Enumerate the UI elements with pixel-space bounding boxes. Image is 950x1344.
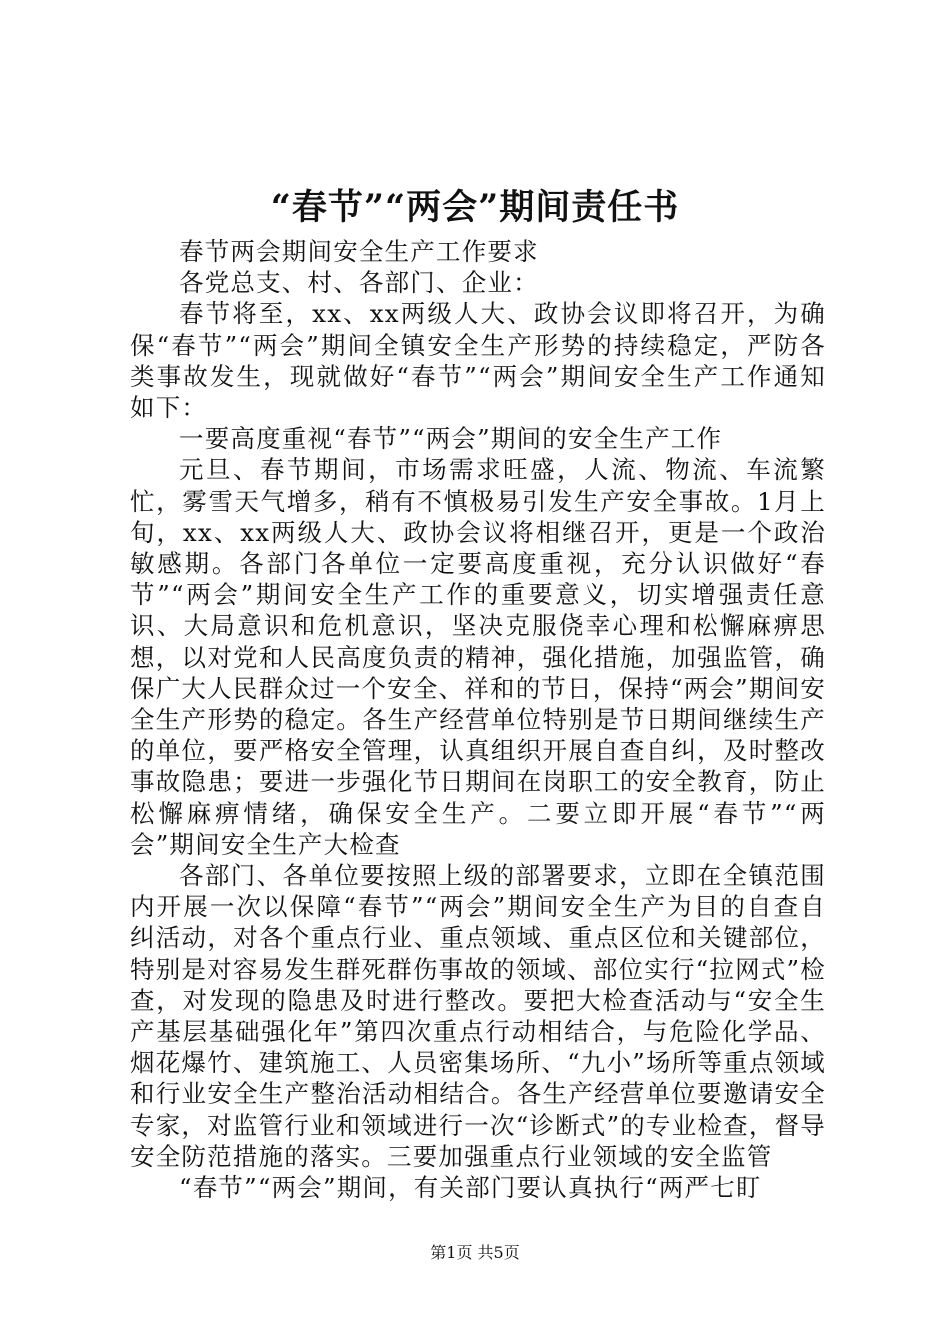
document-title: “春节”“两会”期间责任书 xyxy=(270,187,680,228)
paragraph-section-3: “春节”“两会”期间，有关部门要认真执行“两严七盯 xyxy=(179,1173,762,1203)
paragraph-subject: 春节两会期间安全生产工作要求 xyxy=(179,237,539,266)
paragraph-section-1: 元旦、春节期间，市场需求旺盛，人流、物流、车流繁忙，雾雪天气增多，稍有不慎极易引发生产安全事故。1月上旬，xx、xx两级人大、政协会议将相继召开，更是一个政治敏感期。各部门各单位一定要高度重视，充分认识做好“春节”“两会”期间安全生产工作的重要意义，切实增强责任意识、大局意识和危机意识，坚决克服侥幸心理和松懈麻痹思想，以对党和人民高度负责的精神，强化措施，加强监管，确保广大人民群众过一个安全、祥和的节日，保持“两会”期间安全生产形势的稳定。各生产经营单位特别是节日期间继续生产的单位，要严格安全管理，认真组织开展自查自纠，及时整改事故隐患；要进一步强化节日期间在岗职工的安全教育，防止松懈麻痹情绪，确保安全生产。二要立即开展“春节”“两会”期间安全生产大检查 xyxy=(130,455,826,859)
paragraph-heading-1: 一要高度重视“春节”“两会”期间的安全生产工作 xyxy=(179,424,723,454)
paragraph-salutation: 各党总支、村、各部门、企业： xyxy=(179,268,539,298)
document-body xyxy=(130,236,826,1203)
paragraph-section-2: 各部门、各单位要按照上级的部署要求，立即在全镇范围内开展一次以保障“春节”“两会”期间安全生产为目的自查自纠活动，对各个重点行业、重点领域、重点区位和关键部位，特别是对容易发生群死群伤事故的领域、部位实行“拉网式”检查，对发现的隐患及时进行整改。要把大检查活动与“安全生产基层基础强化年”第四次重点行动相结合，与危险化学品、烟花爆竹、建筑施工、人员密集场所、“九小”场所等重点领域和行业安全生产整治活动相结合。各生产经营单位要邀请安全专家，对监管行业和领域进行一次“诊断式”的专业检查，督导安全防范措施的落实。三要加强重点行业领域的安全监管 xyxy=(130,861,826,1171)
paragraph-intro: 春节将至，xx、xx两级人大、政协会议即将召开，为确保“春节”“两会”期间全镇安全生产形势的持续稳定，严防各类事故发生，现就做好“春节”“两会”期间安全生产工作通知如下： xyxy=(130,299,826,423)
page-number-footer: 第1页 共5页 xyxy=(430,1243,520,1262)
